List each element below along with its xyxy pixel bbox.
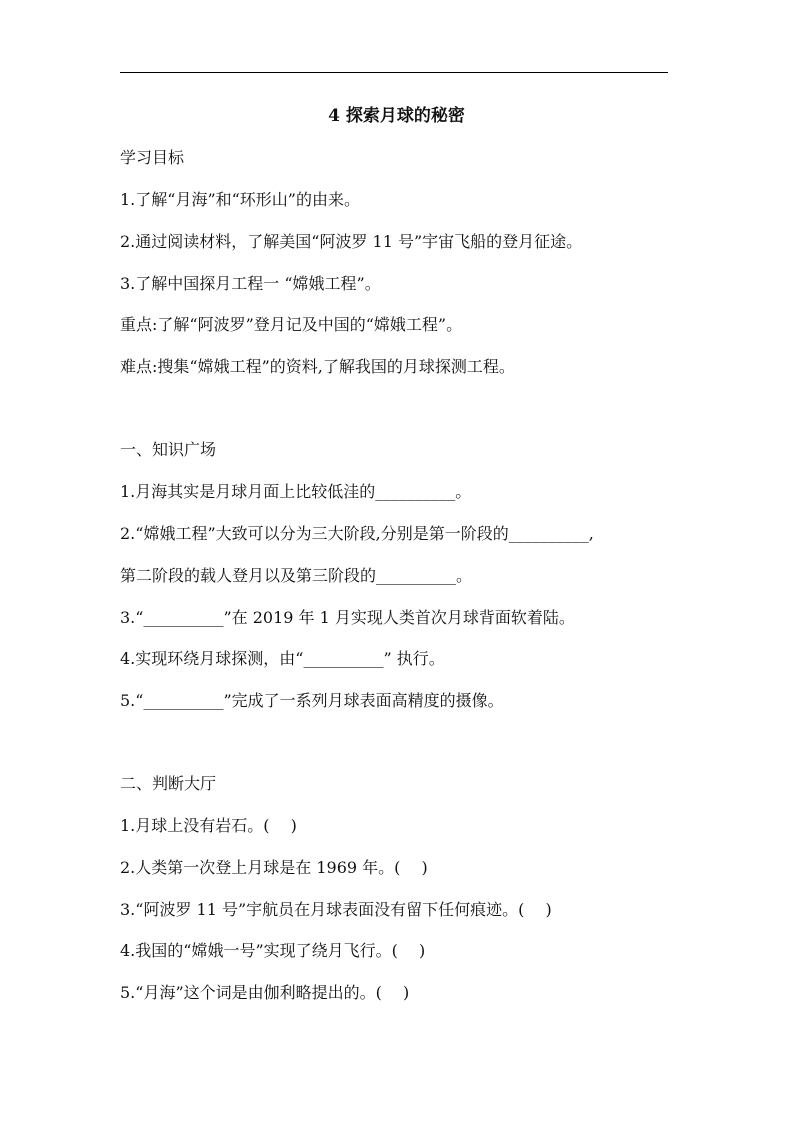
fill-blank-question-5: 5.“__________”完成了一系列月球表面高精度的摄像。: [120, 691, 504, 710]
fill-blank-question-1: 1.月海其实是月球月面上比较低洼的__________。: [120, 482, 472, 501]
section2-heading: 二、判断大厅: [120, 774, 217, 793]
true-false-question-5: 5.“月海”这个词是由伽利略提出的。( ): [120, 983, 410, 1002]
difficulty-point: 难点:搜集“嫦娥工程”的资料,了解我国的月球探测工程。: [120, 357, 515, 376]
fill-blank-question-3: 3.“__________”在 2019 年 1 月实现人类首次月球背面软着陆。: [120, 608, 575, 627]
true-false-question-2: 2.人类第一次登上月球是在 1969 年。( ): [120, 858, 428, 877]
true-false-question-1: 1.月球上没有岩石。( ): [120, 816, 297, 835]
objective-item-3: 3.了解中国探月工程一 “嫦娥工程”。: [120, 274, 381, 293]
key-point: 重点:了解“阿波罗”登月记及中国的“嫦娥工程”。: [120, 315, 463, 334]
objective-item-1: 1.了解“月海”和“环形山”的由来。: [120, 190, 360, 209]
fill-blank-question-2: 2.“嫦娥工程”大致可以分为三大阶段,分别是第一阶段的__________,: [120, 524, 594, 543]
fill-blank-question-2-cont: 第二阶段的载人登月以及第三阶段的__________。: [120, 566, 473, 585]
fill-blank-question-4: 4.实现环绕月球探测，由“__________” 执行。: [120, 649, 445, 668]
objective-item-2: 2.通过阅读材料，了解美国“阿波罗 11 号”宇宙飞船的登月征途。: [120, 232, 583, 251]
objectives-heading: 学习目标: [120, 148, 185, 167]
page-title: 4 探索月球的秘密: [328, 106, 465, 126]
section1-heading: 一、知识广场: [120, 440, 217, 459]
header-rule: [120, 72, 668, 73]
true-false-question-3: 3.“阿波罗 11 号”宇航员在月球表面没有留下任何痕迹。( ): [120, 900, 552, 919]
true-false-question-4: 4.我国的“嫦娥一号”实现了绕月飞行。( ): [120, 941, 426, 960]
